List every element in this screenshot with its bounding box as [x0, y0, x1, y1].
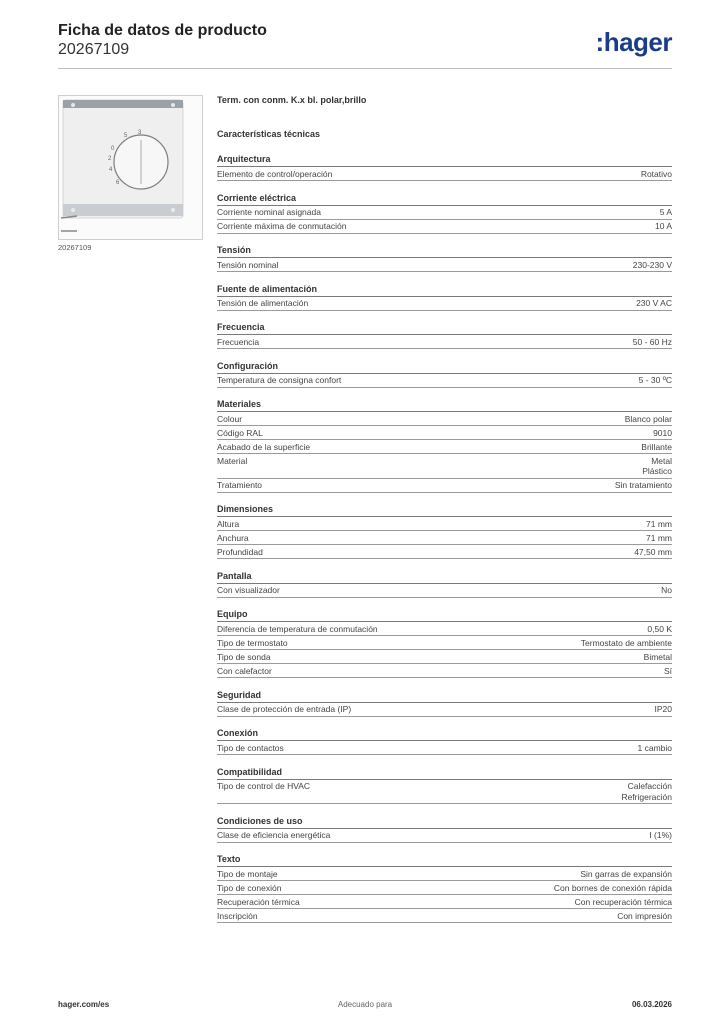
spec-label: Frecuencia: [217, 336, 260, 347]
spec-group-title: Conexión: [217, 727, 672, 741]
svg-text:5: 5: [124, 133, 128, 139]
spec-group: [217, 815, 672, 843]
spec-row: [217, 258, 672, 272]
spec-label: Elemento de control/operación: [217, 168, 333, 179]
spec-label: Material: [217, 455, 248, 466]
spec-row: [217, 412, 672, 426]
product-code: 20267109: [58, 41, 130, 58]
spec-group: [217, 608, 672, 678]
spec-group-title: Texto: [217, 853, 672, 867]
spec-row: [217, 650, 672, 664]
spec-label: Con visualizador: [217, 585, 280, 595]
spec-row: [217, 440, 672, 454]
spec-row: [217, 167, 672, 181]
spec-label: Diferencia de temperatura de conmutación: [217, 623, 378, 634]
header-divider: [58, 68, 672, 69]
svg-text:0: 0: [111, 146, 115, 152]
spec-label: Tipo de sonda: [217, 651, 271, 662]
spec-value: Sí: [663, 665, 672, 676]
spec-value: 71 mm: [646, 532, 672, 543]
spec-value: 0,50 K: [647, 623, 672, 634]
spec-row: [217, 622, 672, 636]
page-title: Ficha de datos de producto: [58, 22, 267, 39]
spec-label: Tipo de montaje: [217, 868, 278, 879]
spec-value: Brillante: [641, 441, 672, 452]
spec-row: [217, 479, 672, 493]
spec-value: Termostato de ambiente: [580, 637, 672, 648]
spec-label: Con calefactor: [217, 665, 272, 676]
spec-row: [217, 454, 672, 479]
footer-website-link[interactable]: hager.com/es: [58, 1000, 110, 1009]
spec-label: Corriente nominal asignada: [217, 207, 321, 217]
spec-row: [217, 545, 672, 559]
spec-value: No: [661, 585, 672, 595]
spec-label: Corriente máxima de conmutación: [217, 221, 347, 231]
spec-group: [217, 853, 672, 923]
svg-text:4: 4: [109, 167, 113, 173]
spec-row: [217, 664, 672, 678]
spec-group: [217, 360, 672, 388]
hager-logo[interactable]: :hager: [595, 27, 672, 57]
spec-group-title: Seguridad: [217, 689, 672, 703]
spec-label: Código RAL: [217, 427, 263, 438]
page-footer: [58, 1000, 672, 1012]
spec-group-title: Equipo: [217, 608, 672, 622]
spec-row: [217, 531, 672, 545]
spec-value: 5 - 30 ºC: [638, 375, 672, 385]
spec-label: Clase de protección de entrada (IP): [217, 704, 352, 714]
spec-value: Calefacción Refrigeración: [621, 781, 672, 802]
spec-label: Tipo de contactos: [217, 742, 284, 753]
spec-row: [217, 881, 672, 895]
spec-group-title: Materiales: [217, 398, 672, 412]
spec-label: Acabado de la superficie: [217, 441, 311, 452]
spec-value: IP20: [654, 704, 672, 714]
spec-row: [217, 584, 672, 598]
spec-group: [217, 244, 672, 272]
spec-row: [217, 703, 672, 717]
spec-label: Inscripción: [217, 910, 258, 921]
spec-value: Con bornes de conexión rápida: [553, 882, 672, 893]
spec-group-title: Frecuencia: [217, 321, 672, 335]
spec-row: [217, 895, 672, 909]
spec-value: 9010: [653, 427, 672, 438]
image-caption: 20267109: [58, 243, 92, 252]
spec-label: Tipo de conexión: [217, 882, 282, 893]
spec-value: 10 A: [654, 221, 672, 231]
spec-groups: [217, 153, 672, 923]
spec-value: Con impresión: [617, 910, 672, 921]
spec-label: Anchura: [217, 532, 249, 543]
spec-row: [217, 335, 672, 349]
footer-center-text: Adecuado para: [337, 1000, 393, 1009]
spec-label: Temperatura de consigna confort: [217, 375, 342, 385]
spec-row: [217, 517, 672, 531]
product-details: [217, 95, 672, 934]
spec-row: [217, 374, 672, 388]
spec-group-title: Condiciones de uso: [217, 815, 672, 829]
spec-value: Rotativo: [640, 168, 672, 179]
svg-text:2: 2: [108, 156, 112, 162]
spec-value: 50 - 60 Hz: [632, 336, 672, 347]
spec-group-title: Fuente de alimentación: [217, 283, 672, 297]
spec-group: [217, 503, 672, 559]
spec-group-title: Pantalla: [217, 570, 672, 584]
spec-group: [217, 766, 672, 805]
spec-group-title: Corriente eléctrica: [217, 192, 672, 206]
spec-value: 230 V AC: [636, 298, 672, 308]
spec-value: 230-230 V: [632, 259, 672, 270]
spec-row: [217, 220, 672, 234]
spec-value: Metal Plástico: [642, 455, 672, 476]
spec-value: 5 A: [659, 207, 672, 217]
spec-value: 47,50 mm: [634, 546, 672, 557]
spec-value: Sin garras de expansión: [580, 868, 672, 879]
spec-value: Blanco polar: [624, 413, 672, 424]
spec-group: [217, 398, 672, 493]
spec-group: [217, 192, 672, 234]
svg-text:6: 6: [116, 180, 120, 186]
spec-label: Tipo de control de HVAC: [217, 781, 311, 791]
spec-label: Tensión nominal: [217, 259, 279, 270]
spec-value: Con recuperación térmica: [574, 896, 672, 907]
product-name: Term. con conm. K.x bl. polar,brillo: [217, 95, 367, 105]
product-image: [58, 95, 203, 240]
spec-label: Tipo de termostato: [217, 637, 288, 648]
spec-label: Tensión de alimentación: [217, 298, 309, 308]
spec-group: [217, 153, 672, 181]
spec-group-title: Dimensiones: [217, 503, 672, 517]
spec-value: 1 cambio: [637, 742, 672, 753]
spec-row: [217, 741, 672, 755]
svg-text:3: 3: [138, 130, 142, 136]
spec-row: [217, 636, 672, 650]
spec-row: [217, 867, 672, 881]
spec-label: Clase de eficiencia energética: [217, 830, 331, 840]
page-header: [58, 21, 672, 69]
spec-label: Profundidad: [217, 546, 263, 557]
spec-row: [217, 829, 672, 843]
spec-row: [217, 909, 672, 923]
spec-row: [217, 426, 672, 440]
spec-label: Altura: [217, 518, 240, 529]
spec-group: [217, 727, 672, 755]
spec-group-title: Compatibilidad: [217, 766, 672, 780]
specs-title: Características técnicas: [217, 129, 321, 139]
spec-value: 71 mm: [646, 518, 672, 529]
spec-group: [217, 689, 672, 717]
spec-value: Sin tratamiento: [614, 480, 672, 490]
spec-row: [217, 297, 672, 311]
spec-value: I (1%): [649, 830, 672, 840]
spec-group: [217, 321, 672, 349]
spec-group-title: Configuración: [217, 360, 672, 374]
spec-label: Tratamiento: [217, 480, 263, 490]
spec-row: [217, 206, 672, 220]
spec-group-title: Arquitectura: [217, 153, 672, 167]
spec-row: [217, 780, 672, 805]
spec-label: Colour: [217, 413, 243, 424]
spec-group: [217, 283, 672, 311]
spec-label: Recuperación térmica: [217, 896, 300, 907]
spec-value: Bimetal: [643, 651, 672, 662]
spec-group-title: Tensión: [217, 244, 672, 258]
footer-date: 06.03.2026: [631, 1000, 672, 1009]
spec-group: [217, 570, 672, 598]
